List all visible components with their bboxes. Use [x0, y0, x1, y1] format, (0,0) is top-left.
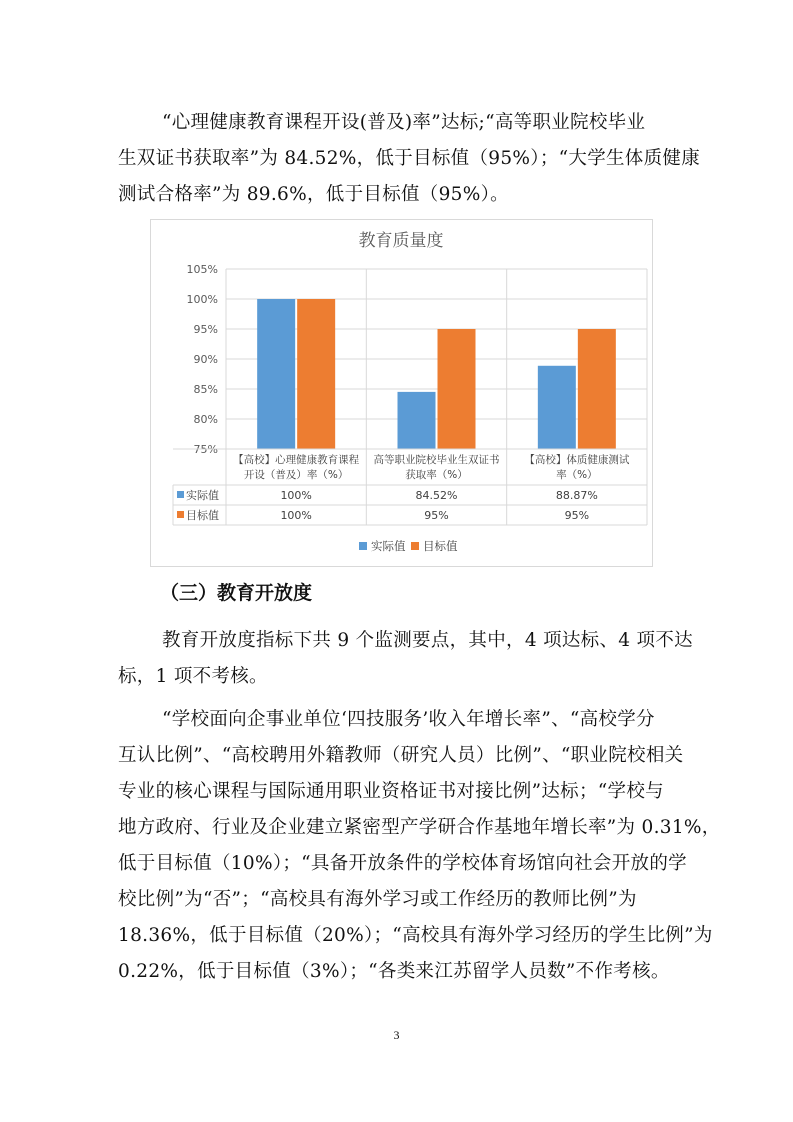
detail-paragraph	[118, 702, 722, 990]
data-label: 84.52%	[415, 489, 458, 502]
x-category-label: 高等职业院校毕业生双证书	[373, 454, 500, 466]
x-category-label: 率（%）	[556, 469, 598, 481]
y-tick-label: 100%	[186, 293, 218, 306]
data-label: 88.87%	[555, 489, 598, 502]
y-tick-label: 95%	[193, 323, 218, 336]
legend-key	[411, 542, 419, 550]
text-line: 低于目标值（10%）；“具备开放条件的学校体育场馆向社会开放的学	[118, 853, 687, 874]
x-category-label: 获取率（%）	[405, 469, 468, 481]
text-line: 校比例”为“否”；“高校具有海外学习或工作经历的教师比例”为	[118, 889, 637, 910]
text-line: 0.22%，低于目标值（3%）；“各类来江苏留学人员数”不作考核。	[118, 961, 670, 982]
y-tick-label: 75%	[193, 443, 218, 456]
intro-paragraph	[118, 623, 722, 695]
x-category-label: 【高校】心理健康教育课程	[233, 454, 360, 466]
data-label: 95%	[424, 509, 449, 522]
text-line: 互认比例”、“高校聘用外籍教师（研究人员）比例”、“职业院校相关	[118, 745, 684, 766]
y-tick-label: 105%	[186, 263, 218, 276]
top-paragraph	[118, 105, 722, 213]
bar-actual	[538, 366, 576, 449]
chart-title: 教育质量度	[358, 231, 444, 251]
table-series-name: 实际值	[186, 489, 219, 502]
text-line: “心理健康教育课程开设(普及)率”达标;“高等职业院校毕业	[162, 112, 646, 133]
x-category-label: 开设（普及）率（%）	[243, 469, 349, 481]
bar-target	[438, 329, 476, 449]
text-line: 标，1 项不考核。	[118, 666, 268, 687]
table-legend-key	[177, 511, 184, 518]
legend-label: 实际值	[371, 539, 406, 553]
table-legend-key	[177, 491, 184, 498]
section-heading: （三）教育开放度	[160, 582, 313, 604]
legend-key	[359, 542, 367, 550]
chart-svg	[151, 220, 652, 566]
page-number: 3	[393, 1028, 400, 1042]
education-quality-chart	[150, 219, 653, 567]
text-line: 地方政府、行业及企业建立紧密型产学研合作基地年增长率”为 0.31%，	[118, 817, 721, 838]
text-line: “学校面向企事业单位‘四技服务’收入年增长率”、“高校学分	[162, 709, 655, 730]
data-label: 100%	[280, 489, 312, 502]
text-line: 生双证书获取率”为 84.52%，低于目标值（95%）；“大学生体质健康	[118, 148, 701, 169]
text-line: 专业的核心课程与国际通用职业资格证书对接比例”达标；“学校与	[118, 781, 664, 802]
y-tick-label: 80%	[193, 413, 218, 426]
bar-actual	[398, 392, 436, 449]
legend-label: 目标值	[423, 539, 458, 553]
y-tick-label: 85%	[193, 383, 218, 396]
text-line: 测试合格率”为 89.6%，低于目标值（95%）。	[118, 184, 509, 205]
x-category-label: 【高校】体质健康测试	[524, 454, 630, 466]
data-label: 95%	[564, 509, 590, 522]
bar-target	[578, 329, 616, 449]
text-line: 教育开放度指标下共 9 个监测要点，其中，4 项达标、4 项不达	[162, 630, 693, 651]
bar-actual	[257, 299, 295, 449]
y-tick-label: 90%	[193, 353, 218, 366]
table-series-name: 目标值	[186, 509, 219, 522]
bar-target	[297, 299, 335, 449]
data-label: 100%	[280, 509, 312, 522]
text-line: 18.36%，低于目标值（20%）；“高校具有海外学习经历的学生比例”为	[118, 925, 713, 946]
